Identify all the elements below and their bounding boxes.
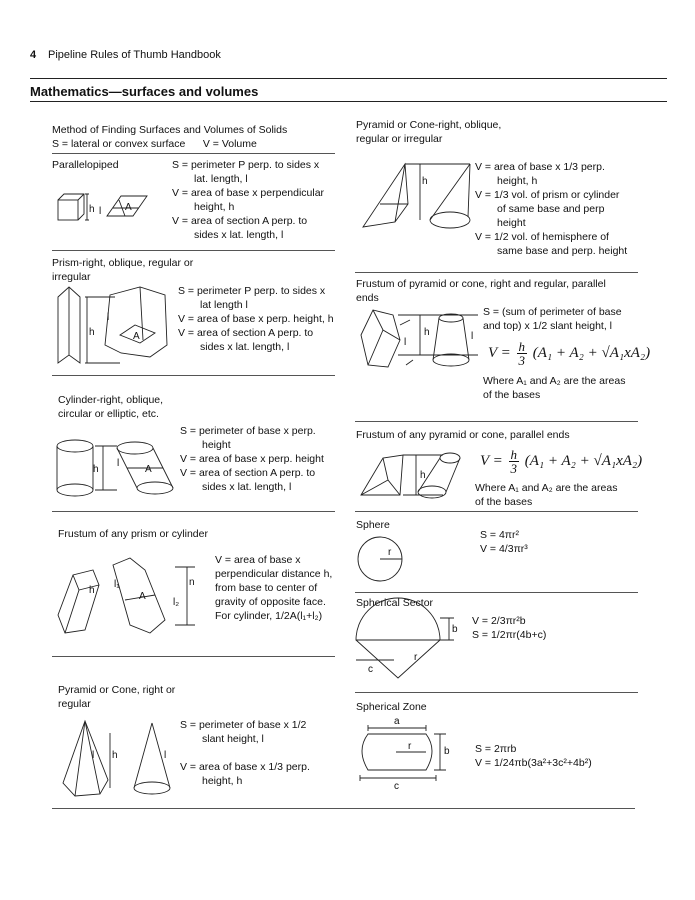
diagram-line — [175, 567, 195, 625]
diagram-line — [418, 486, 446, 498]
diagram-line — [58, 287, 80, 363]
parallelopiped-formulas — [172, 158, 324, 242]
pyramid-right-title-cont: regular — [58, 698, 91, 710]
cylinder-diagram — [55, 438, 180, 498]
diagram-line — [63, 721, 108, 796]
diagram-line — [433, 354, 469, 366]
frustum-any-title: Frustum of any pyramid or cone, parallel ends — [356, 429, 570, 441]
frustum-any-where — [475, 481, 617, 509]
note-line: of the bases — [483, 389, 541, 401]
prism-formulas — [178, 284, 334, 354]
label-A: A — [133, 331, 140, 342]
formula-line: height, h — [497, 175, 538, 187]
formula-line: V = area of section A perp. to — [180, 467, 316, 479]
pyramid-oblique-title-cont: regular or irregular — [356, 133, 443, 145]
label-h: h — [89, 204, 95, 215]
formula-line: S = 2πrb — [475, 743, 517, 755]
pyramid-oblique-formulas — [475, 160, 627, 258]
diagram-line — [363, 164, 408, 227]
label-b: b — [452, 624, 458, 635]
formula-line: height — [497, 217, 526, 229]
spherical-zone-title: Spherical Zone — [356, 701, 427, 713]
sphere-diagram — [356, 535, 406, 585]
label-A: A — [145, 464, 152, 475]
sphere-title: Sphere — [356, 519, 390, 531]
formula-fraction — [509, 448, 520, 475]
label-h: h — [424, 327, 430, 338]
spherical-sector-formulas — [472, 614, 546, 642]
formula-line: from base to center of — [215, 582, 318, 594]
formula-line: same base and perp. height — [497, 245, 628, 257]
formula-line: and top) x 1/2 slant height, l — [483, 320, 612, 332]
diagram-line — [137, 482, 173, 494]
diagram-line — [57, 440, 93, 452]
label-A: A — [139, 591, 146, 602]
formula-line: S = perimeter of base x perp. — [180, 425, 316, 437]
intro-legend: S = lateral or convex surface V = Volume — [52, 138, 257, 150]
pyramid-oblique-title: Pyramid or Cone-right, oblique, — [356, 119, 502, 131]
header-rule — [30, 78, 667, 79]
running-header: Pipeline Rules of Thumb Handbook — [48, 49, 221, 61]
parallelopiped-title: Parallelopiped — [52, 159, 119, 171]
note-line: Where A₁ and A₂ are the areas — [483, 375, 626, 387]
divider — [355, 421, 638, 422]
label-r: r — [388, 547, 392, 558]
pyramid-right-formulas — [180, 718, 310, 788]
diagram-line — [430, 212, 470, 228]
page-number: 4 — [30, 49, 37, 61]
diagram-line — [405, 164, 470, 220]
formula-line: V = area of base x perpendicular — [172, 187, 325, 199]
diagram-line — [57, 446, 93, 490]
spherical-sector-title: Spherical Sector — [356, 597, 434, 609]
cylinder-formulas — [180, 424, 324, 494]
divider — [52, 656, 335, 657]
label-h: h — [89, 585, 95, 596]
label-n: n — [189, 577, 195, 588]
formula-fraction — [517, 340, 528, 367]
label-c: c — [394, 781, 399, 792]
divider — [52, 511, 335, 512]
section-title: Mathematics—surfaces and volumes — [30, 84, 259, 99]
label-l2: l₂ — [173, 597, 180, 608]
frustum-prism-formulas — [215, 553, 332, 623]
spherical-zone-diagram — [356, 712, 466, 792]
divider — [52, 250, 335, 251]
formula-line: V = 1/24πb(3a²+3c²+4b²) — [475, 757, 592, 769]
diagram-line — [134, 782, 170, 794]
formula-line: V = 4/3πr³ — [480, 543, 528, 555]
formula-line: S = perimeter of base x 1/2 — [180, 719, 307, 731]
diagram-line — [58, 570, 99, 633]
divider — [355, 592, 638, 593]
pyramid-right-title: Pyramid or Cone, right or — [58, 684, 176, 696]
prism-title: Prism-right, oblique, regular or — [52, 257, 194, 269]
formula-line: sides x lat. length, l — [200, 341, 290, 353]
formula-rhs: (A₁ + A₂ + √A₁xA₂) — [532, 344, 651, 361]
prism-title-cont: irregular — [52, 271, 91, 283]
denominator: 3 — [518, 353, 526, 368]
frustum-right-formulas — [483, 305, 622, 333]
formula-lhs: V = — [480, 452, 503, 469]
label-l: l — [99, 206, 102, 217]
formula-line: S = 1/2πr(4b+c) — [472, 629, 547, 641]
formula-line: V = 1/3 vol. of prism or cylinder — [475, 189, 620, 201]
label-a: a — [394, 716, 400, 727]
formula-line: S = perimeter P perp. to sides x — [178, 285, 326, 297]
pyramid-oblique-diagram — [360, 162, 470, 232]
formula-line: height, h — [202, 775, 243, 787]
diagram-line — [57, 484, 93, 496]
label-l: l — [117, 458, 120, 469]
label-l: l — [404, 337, 407, 348]
label-c: c — [368, 664, 373, 675]
numerator: h — [518, 339, 526, 354]
diagram-line — [105, 287, 167, 357]
label-l: l — [164, 750, 167, 761]
label-b: b — [444, 746, 450, 757]
formula-line: V = area of section A perp. to — [172, 215, 308, 227]
frustum-any-diagram — [358, 450, 468, 500]
formula-line: V = area of base x 1/3 perp. — [180, 761, 310, 773]
note-line: Where A₁ and A₂ are the areas — [475, 482, 618, 494]
frustum-prism-title: Frustum of any prism or cylinder — [58, 528, 208, 540]
formula-line: V = area of base x — [215, 554, 301, 566]
cylinder-title-cont: circular or elliptic, etc. — [58, 408, 159, 420]
formula-line: V = 2/3πr²b — [472, 615, 526, 627]
formula-line: S = (sum of perimeter of base — [483, 306, 622, 318]
diagram-line — [361, 310, 400, 367]
formula-line: V = area of section A perp. to — [178, 327, 314, 339]
formula-line: of same base and perp — [497, 203, 605, 215]
formula-line: V = 1/2 vol. of hemisphere of — [475, 231, 609, 243]
label-h: h — [422, 176, 428, 187]
formula-line: For cylinder, 1/2A(l₁+l₂) — [215, 610, 323, 622]
divider — [52, 375, 335, 376]
formula-line: V = area of base x perp. height — [180, 453, 324, 465]
intro-heading: Method of Finding Surfaces and Volumes of Solids — [52, 124, 288, 136]
frustum-any-volume-formula — [480, 448, 642, 475]
formula-line: lat length l — [200, 299, 248, 311]
label-l: l — [471, 331, 474, 342]
label-r: r — [408, 741, 412, 752]
formula-line: S = perimeter P perp. to sides x — [172, 159, 320, 171]
diagram-line — [400, 320, 413, 365]
formula-line: lat. length, l — [194, 173, 248, 185]
denominator: 3 — [510, 461, 518, 476]
label-r: r — [414, 652, 418, 663]
divider — [355, 511, 638, 512]
divider — [355, 272, 638, 273]
label-h: h — [89, 327, 95, 338]
title-rule — [30, 101, 667, 102]
diagram-line — [58, 194, 84, 220]
sphere-formulas — [480, 528, 528, 556]
formula-lhs: V = — [488, 344, 511, 361]
formula-line: height, h — [194, 201, 235, 213]
diagram-line — [398, 315, 478, 355]
pyramid-right-diagram — [60, 718, 190, 798]
bottom-rule — [52, 808, 635, 809]
frustum-prism-diagram — [55, 555, 205, 635]
diagram-line — [117, 442, 153, 454]
frustum-right-volume-formula — [488, 340, 650, 367]
diagram-line — [58, 200, 78, 220]
formula-line: sides x lat. length, l — [194, 229, 284, 241]
note-line: of the bases — [475, 496, 533, 508]
formula-line: V = area of base x 1/3 perp. — [475, 161, 605, 173]
label-l1: l₁ — [114, 579, 120, 590]
label-h: h — [93, 464, 99, 475]
parallelopiped-diagram — [55, 190, 165, 240]
frustum-right-title-cont: ends — [356, 292, 379, 304]
diagram-line — [440, 453, 460, 463]
divider — [52, 153, 335, 154]
prism-diagram — [55, 285, 175, 365]
formula-line: V = area of base x perp. height, h — [178, 313, 334, 325]
frustum-right-title: Frustum of pyramid or cone, right and regular, parallel — [356, 278, 606, 290]
formula-line: gravity of opposite face. — [215, 596, 326, 608]
spherical-sector-diagram — [354, 610, 464, 680]
formula-line: sides x lat. length, l — [202, 481, 292, 493]
label-l: l — [92, 750, 95, 761]
cylinder-title: Cylinder-right, oblique, — [58, 394, 164, 406]
formula-line: height — [202, 439, 231, 451]
formula-line: S = 4πr² — [480, 529, 520, 541]
numerator: h — [510, 447, 518, 462]
diagram-line — [361, 455, 403, 495]
label-h: h — [420, 470, 426, 481]
divider — [355, 692, 638, 693]
frustum-right-where — [483, 374, 625, 402]
formula-line: perpendicular distance h, — [215, 568, 333, 580]
formula-rhs: (A₁ + A₂ + √A₁xA₂) — [524, 452, 643, 469]
label-l: l — [107, 312, 110, 323]
frustum-right-diagram — [358, 305, 483, 370]
label-h: h — [112, 750, 118, 761]
label-A: A — [125, 202, 132, 213]
spherical-zone-formulas — [475, 742, 592, 770]
formula-line: slant height, l — [202, 733, 264, 745]
